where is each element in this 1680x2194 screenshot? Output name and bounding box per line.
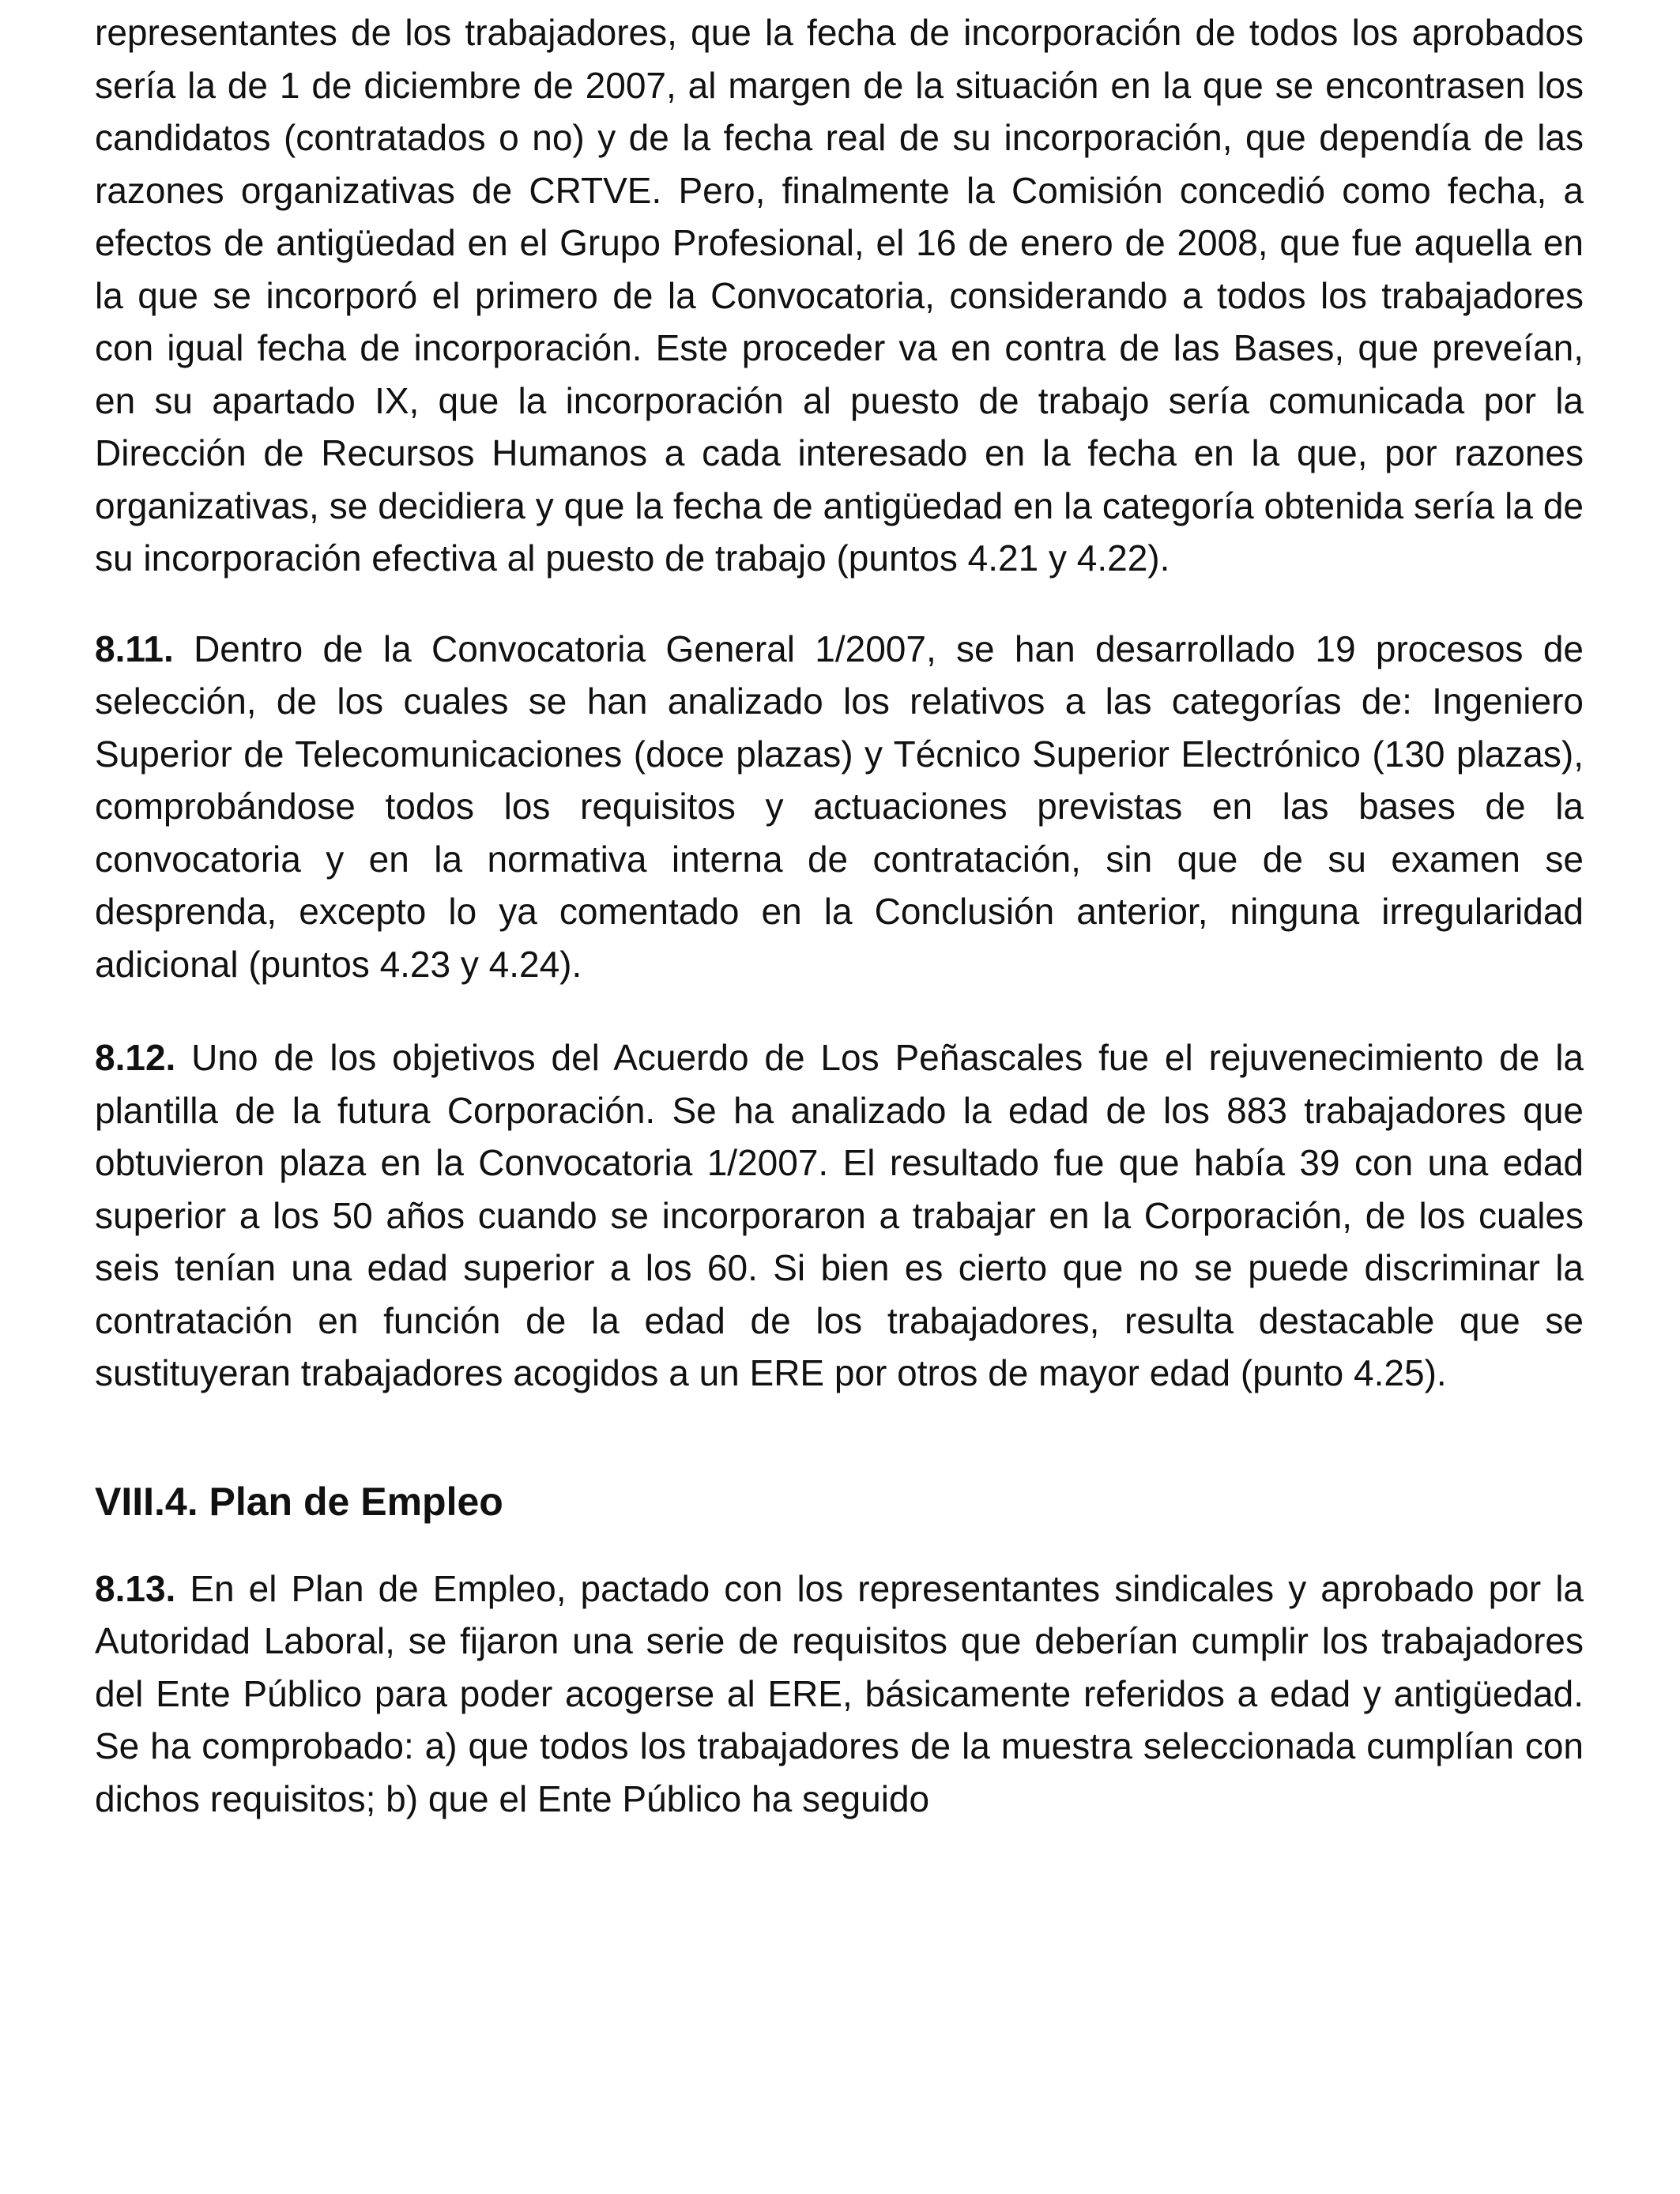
paragraph-intro-continuation (95, 6, 1584, 585)
paragraph-text: Dentro de la Convocatoria General 1/2007, se han desarrollado 19 procesos de selección, de los cuales se han analizado los relativos a las categorías de: Ingeniero Superior de Telecomunicaciones (doce plazas) y Técnico Superior Electrónico (130 plazas), comprobándose todos los requisitos y actuaciones previstas en las bases de la convocatoria y en la normativa interna de contratación, sin que de su examen se desprenda, excepto lo ya comentado en la Conclusión anterior, ninguna irregularidad adicional (puntos 4.23 y 4.24). (95, 628, 1584, 985)
paragraph-number: 8.12. (95, 1037, 176, 1078)
paragraph-number: 8.11. (95, 628, 174, 669)
paragraph-text: representantes de los trabajadores, que la fecha de incorporación de todos los aprobados sería la de 1 de diciembre de 2007, al margen de la situación en la que se encontrasen los candidatos (contratados o no) y de la fecha real de su incorporación, que dependía de las razones organizativas de CRTVE. Pero, finalmente la Comisión concedió como fecha, a efectos de antigüedad en el Grupo Profesional, el 16 de enero de 2008, que fue aquella en la que se incorporó el primero de la Convocatoria, considerando a todos los trabajadores con igual fecha de incorporación. Este proceder va en contra de las Bases, que preveían, en su apartado IX, que la incorporación al puesto de trabajo sería comunicada por la Dirección de Recursos Humanos a cada interesado en la fecha en la que, por razones organizativas, se decidiera y que la fecha de antigüedad en la categoría obtenida sería la de su incorporación efectiva al puesto de trabajo (puntos 4.21 y 4.22). (95, 12, 1584, 579)
paragraph-text: En el Plan de Empleo, pactado con los representantes sindicales y aprobado por la Autoridad Laboral, se fijaron una serie de requisitos que deberían cumplir los trabajadores del Ente Público para poder acogerse al ERE, básicamente referidos a edad y antigüedad. Se ha comprobado: a) que todos los trabajadores de la muestra seleccionada cumplían con dichos requisitos; b) que el Ente Público ha seguido (95, 1567, 1584, 1819)
paragraph-number: 8.13. (95, 1567, 176, 1609)
section-heading-plan-de-empleo: VIII.4. Plan de Empleo (95, 1479, 503, 1524)
paragraph-8-13 (95, 1563, 1584, 1826)
paragraph-8-11 (95, 623, 1584, 991)
document-page (95, 6, 1584, 1825)
paragraph-8-12 (95, 1031, 1584, 1400)
paragraph-text: Uno de los objetivos del Acuerdo de Los Peñascales fue el rejuvenecimiento de la plantilla de la futura Corporación. Se ha analizado la edad de los 883 trabajadores que obtuvieron plaza en la Convocatoria 1/2007. El resultado fue que había 39 con una edad superior a los 50 años cuando se incorporaron a trabajar en la Corporación, de los cuales seis tenían una edad superior a los 60. Si bien es cierto que no se puede discriminar la contratación en función de la edad de los trabajadores, resulta destacable que se sustituyeran trabajadores acogidos a un ERE por otros de mayor edad (punto 4.25). (95, 1037, 1584, 1393)
